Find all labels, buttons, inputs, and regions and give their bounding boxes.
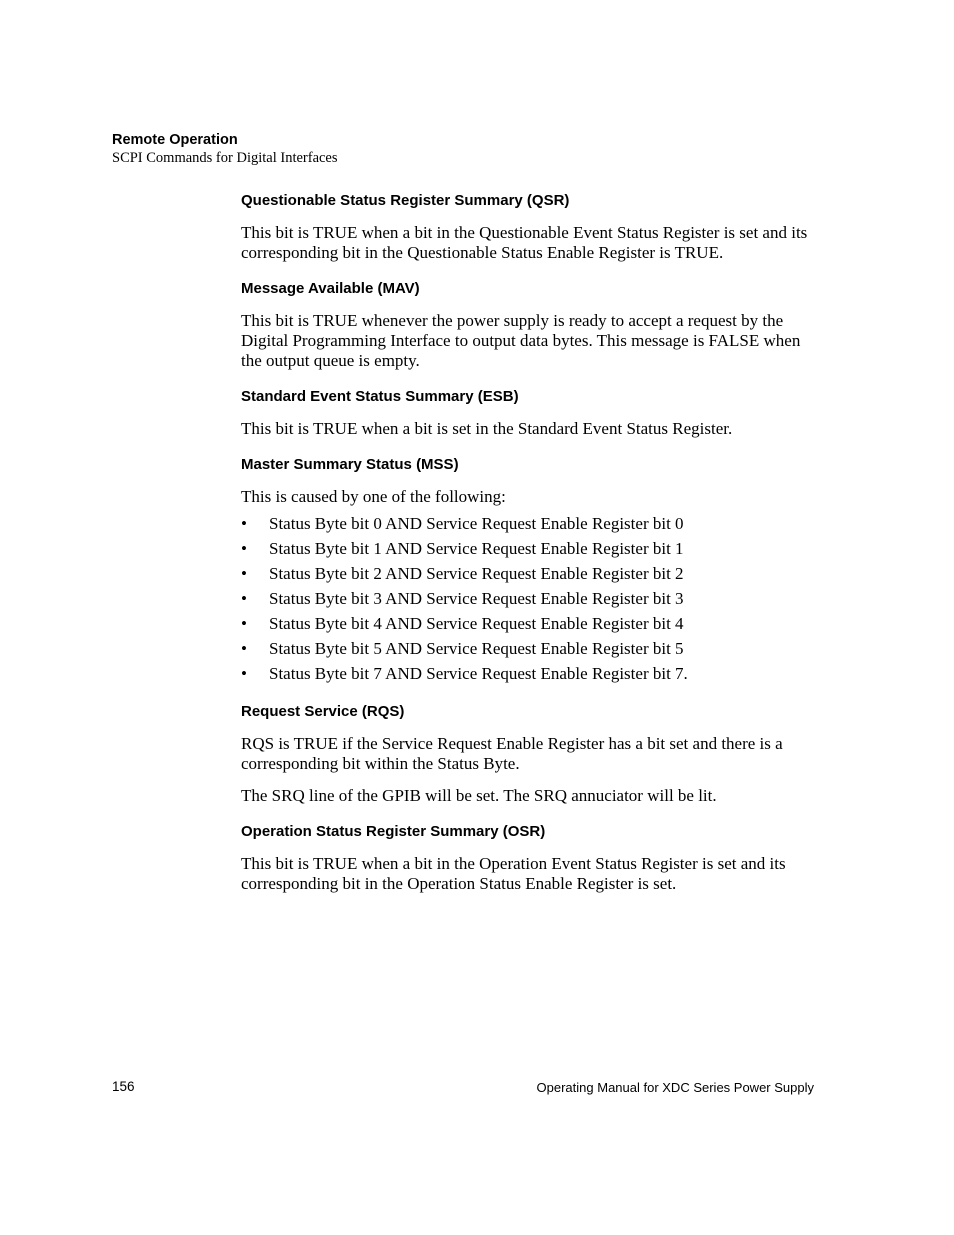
section-heading: Message Available (MAV)	[241, 280, 420, 297]
bullet-icon: •	[241, 539, 247, 558]
page-number: 156	[112, 1079, 135, 1094]
list-item-text: Status Byte bit 7 AND Service Request Enable Register bit 7.	[269, 664, 688, 683]
condition-list	[241, 511, 821, 686]
section-heading: Master Summary Status (MSS)	[241, 456, 459, 473]
page-body	[241, 191, 821, 910]
list-item	[241, 661, 821, 686]
list-item-text: Status Byte bit 0 AND Service Request Enable Register bit 0	[269, 514, 684, 533]
chapter-title: Remote Operation	[112, 132, 238, 148]
list-item-text: Status Byte bit 4 AND Service Request Enable Register bit 4	[269, 614, 684, 633]
section-mav	[241, 279, 821, 371]
bullet-icon: •	[241, 589, 247, 608]
section-osr	[241, 822, 821, 894]
paragraph: The SRQ line of the GPIB will be set. The SRQ annuciator will be lit.	[241, 786, 717, 805]
section-mss	[241, 455, 821, 686]
bullet-icon: •	[241, 639, 247, 658]
list-item	[241, 511, 821, 536]
list-item-text: Status Byte bit 5 AND Service Request Enable Register bit 5	[269, 639, 684, 658]
paragraph: RQS is TRUE if the Service Request Enable Register has a bit set and there is a corresponding bit within the Status Byte.	[241, 734, 783, 773]
section-rqs	[241, 702, 821, 806]
section-qsr	[241, 191, 821, 263]
list-item-text: Status Byte bit 3 AND Service Request Enable Register bit 3	[269, 589, 684, 608]
list-item	[241, 536, 821, 561]
list-item	[241, 611, 821, 636]
section-esb	[241, 387, 821, 439]
paragraph: This is caused by one of the following:	[241, 487, 506, 506]
list-item	[241, 586, 821, 611]
section-heading: Operation Status Register Summary (OSR)	[241, 823, 546, 840]
list-item-text: Status Byte bit 1 AND Service Request Enable Register bit 1	[269, 539, 684, 558]
paragraph: This bit is TRUE whenever the power supply is ready to accept a request by the Digital Programming Interface to output data bytes. This message is FALSE when the output queue is empty.	[241, 311, 801, 370]
list-item	[241, 636, 821, 661]
bullet-icon: •	[241, 514, 247, 533]
section-heading: Request Service (RQS)	[241, 703, 405, 720]
manual-title: Operating Manual for XDC Series Power Supply	[536, 1080, 814, 1095]
section-heading: Standard Event Status Summary (ESB)	[241, 388, 519, 405]
bullet-icon: •	[241, 564, 247, 583]
list-item-text: Status Byte bit 2 AND Service Request Enable Register bit 2	[269, 564, 684, 583]
paragraph: This bit is TRUE when a bit in the Operation Event Status Register is set and its corresponding bit in the Operation Status Enable Register is set.	[241, 854, 786, 893]
bullet-icon: •	[241, 664, 247, 683]
paragraph: This bit is TRUE when a bit is set in the Standard Event Status Register.	[241, 419, 733, 438]
paragraph: This bit is TRUE when a bit in the Questionable Event Status Register is set and its corresponding bit in the Questionable Status Enable Register is TRUE.	[241, 223, 808, 262]
section-subtitle: SCPI Commands for Digital Interfaces	[112, 150, 338, 166]
list-item	[241, 561, 821, 586]
running-header	[112, 131, 338, 167]
bullet-icon: •	[241, 614, 247, 633]
section-heading: Questionable Status Register Summary (QSR)	[241, 192, 570, 209]
